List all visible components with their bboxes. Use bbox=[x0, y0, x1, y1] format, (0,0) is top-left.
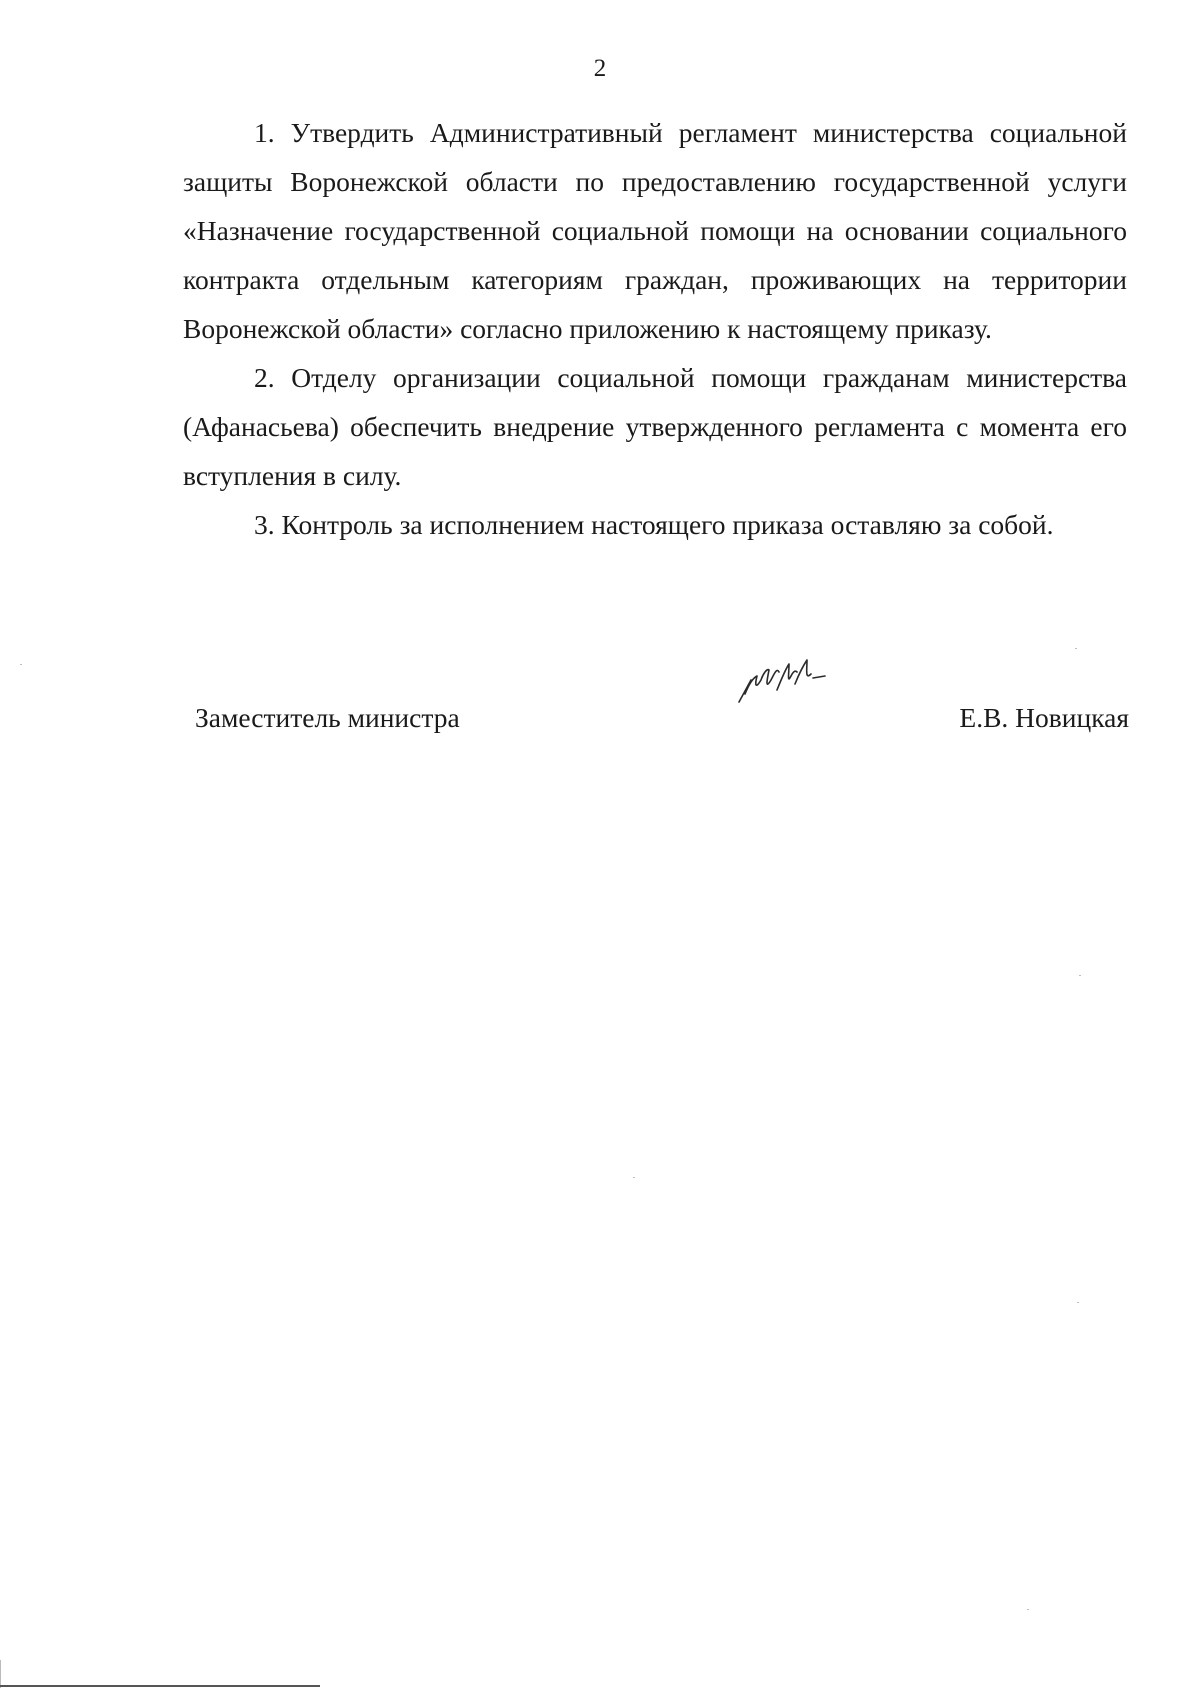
bottom-rule bbox=[0, 1685, 320, 1687]
scan-speck bbox=[1077, 1302, 1079, 1303]
scan-speck bbox=[633, 1177, 635, 1178]
signature-block bbox=[195, 698, 1129, 738]
signatory-title: Заместитель министра bbox=[195, 702, 460, 733]
scan-speck bbox=[20, 664, 22, 665]
signatory-name: Е.В. Новицкая bbox=[959, 702, 1129, 733]
page-number: 2 bbox=[593, 55, 607, 82]
scan-speck bbox=[1027, 1609, 1029, 1610]
scan-edge bbox=[0, 1660, 1, 1688]
order-item-2: 2. Отделу организации социальной помощи гражданам министерства (Афанасьева) обеспечить внедрение утвержденного регламента с момента его вступления в силу. bbox=[183, 362, 1127, 491]
scan-speck bbox=[1075, 648, 1077, 649]
order-item-1: 1. Утвердить Административный регламент министерства социальной защиты Воронежской области по предоставлению государственной услуги «Назначение государственной социальной помощи на основании социального контракта отдельным категориям граждан, проживающих на территории Воронежской области» согласно приложению к настоящему приказу. bbox=[183, 117, 1127, 344]
scan-speck bbox=[1079, 975, 1081, 976]
order-item-3: 3. Контроль за исполнением настоящего приказа оставляю за собой. bbox=[254, 509, 1054, 540]
order-body bbox=[183, 108, 1127, 549]
